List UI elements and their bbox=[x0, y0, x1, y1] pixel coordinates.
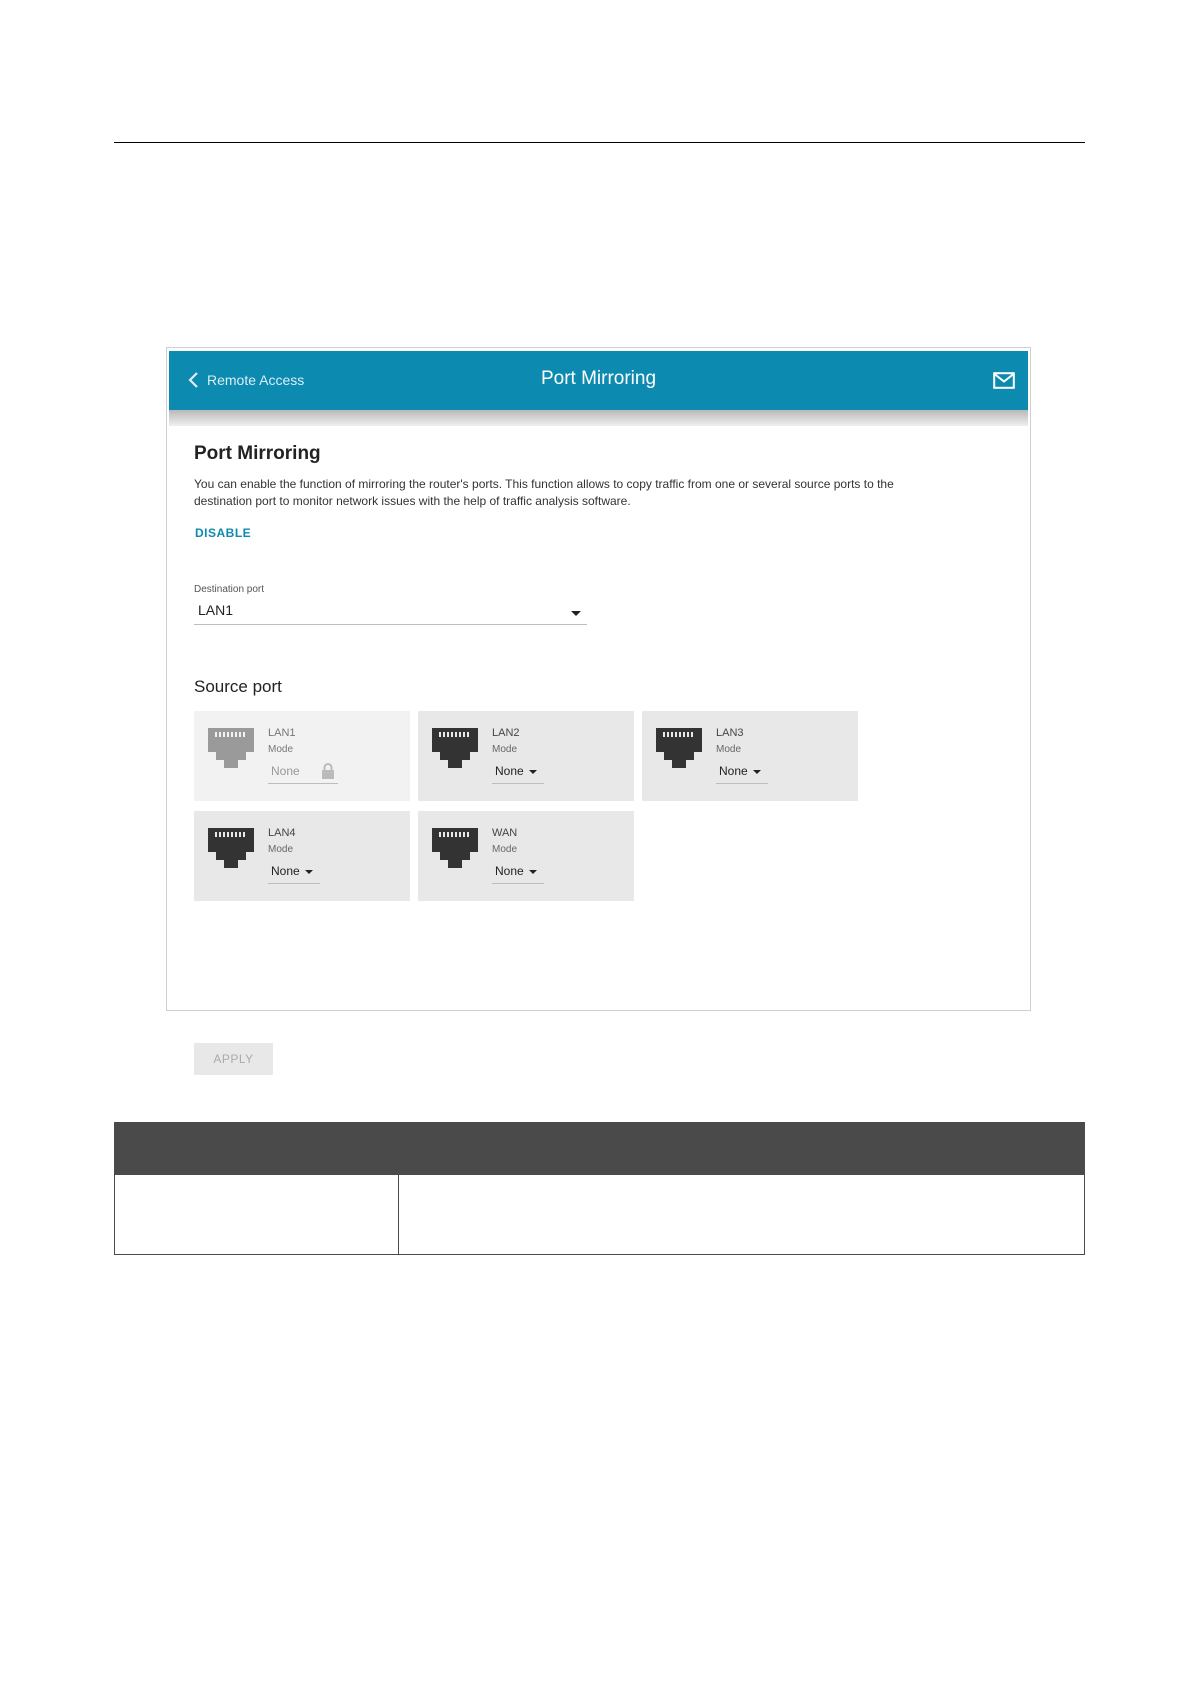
destination-port-value: LAN1 bbox=[198, 602, 234, 618]
page-title: Port Mirroring bbox=[540, 368, 657, 389]
chevron-down-icon bbox=[753, 770, 761, 774]
back-label: Remote Access bbox=[207, 372, 305, 388]
mode-value: None bbox=[495, 764, 524, 778]
chevron-down-icon bbox=[529, 770, 537, 774]
mode-label: Mode bbox=[268, 744, 294, 755]
disable-button[interactable]: DISABLE bbox=[195, 526, 252, 540]
mode-label: Mode bbox=[716, 744, 742, 755]
apply-button[interactable]: APPLY bbox=[194, 1043, 273, 1075]
source-port-title: Source port bbox=[194, 677, 282, 696]
source-port-card-lan1 bbox=[194, 711, 410, 801]
table-header bbox=[114, 1122, 1085, 1175]
source-port-card-lan4 bbox=[194, 811, 410, 901]
port-name: LAN4 bbox=[268, 827, 296, 839]
destination-port-label: Destination port bbox=[194, 584, 265, 595]
mode-select-lan3[interactable] bbox=[716, 761, 768, 784]
main-content bbox=[194, 443, 1010, 1066]
page-header-rule bbox=[114, 142, 1085, 143]
ethernet-port-icon bbox=[208, 828, 254, 868]
chevron-down-icon bbox=[571, 611, 581, 616]
ethernet-port-icon bbox=[208, 728, 254, 768]
mode-label: Mode bbox=[492, 744, 518, 755]
mode-label: Mode bbox=[268, 844, 294, 855]
mode-value: None bbox=[271, 864, 300, 878]
description-line-1: You can enable the function of mirroring the router's ports. This function allows to copy traffic from one or several source ports to the bbox=[194, 477, 894, 491]
mode-value: None bbox=[719, 764, 748, 778]
port-name: LAN2 bbox=[492, 727, 520, 739]
mode-value: None bbox=[271, 764, 300, 778]
port-name: LAN1 bbox=[268, 727, 296, 739]
port-name: WAN bbox=[492, 827, 518, 839]
ethernet-port-icon bbox=[432, 828, 478, 868]
mode-select-wan[interactable] bbox=[492, 861, 544, 884]
chevron-down-icon bbox=[305, 870, 313, 874]
mode-label: Mode bbox=[492, 844, 518, 855]
chevron-down-icon bbox=[529, 870, 537, 874]
mode-value: None bbox=[495, 864, 524, 878]
ethernet-port-icon bbox=[432, 728, 478, 768]
router-web-ui-screenshot bbox=[166, 347, 1031, 1066]
parameter-table bbox=[114, 1122, 1085, 1255]
source-port-card-lan2 bbox=[418, 711, 634, 801]
mode-select-lan1 bbox=[268, 761, 338, 784]
source-port-card-wan bbox=[418, 811, 634, 901]
description-line-2: destination port to monitor network issues with the help of traffic analysis software. bbox=[194, 494, 631, 508]
mode-select-lan2[interactable] bbox=[492, 761, 544, 784]
section-title: Port Mirroring bbox=[194, 443, 321, 464]
table-row bbox=[114, 1175, 1085, 1255]
source-port-card-lan3 bbox=[642, 711, 858, 801]
lock-icon bbox=[321, 763, 335, 779]
mail-icon[interactable] bbox=[993, 372, 1015, 389]
port-name: LAN3 bbox=[716, 727, 744, 739]
column-divider bbox=[398, 1175, 399, 1254]
ethernet-port-icon bbox=[656, 728, 702, 768]
destination-port-select[interactable] bbox=[194, 599, 587, 625]
top-bar bbox=[169, 351, 1028, 410]
section-description bbox=[194, 476, 974, 510]
mode-select-lan4[interactable] bbox=[268, 861, 320, 884]
top-bar-shadow bbox=[169, 410, 1028, 426]
